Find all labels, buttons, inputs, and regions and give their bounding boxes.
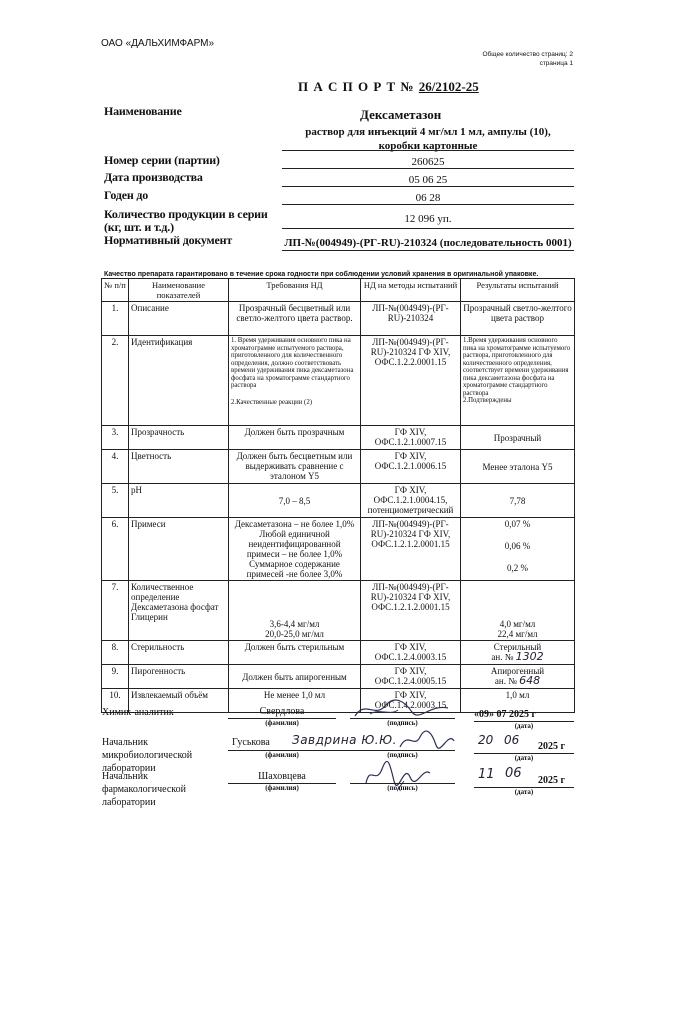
row-number: 9. <box>102 665 129 689</box>
pharma-date-month: 06 <box>505 766 522 781</box>
table-row <box>102 450 575 484</box>
pharma-date-year: 2025 г <box>538 775 566 786</box>
title-prefix: П А С П О Р Т № <box>298 79 415 94</box>
requirement-text: 2.Качественные реакции (2) <box>231 398 312 406</box>
table-row <box>102 336 575 426</box>
pharma-date-hint: (дата) <box>514 788 534 796</box>
chemist-sign-hint: (подпись) <box>387 719 418 727</box>
row-result: 1,0 мл <box>461 689 575 713</box>
requirement-text: 1. Время удерживания основного пика на хроматограмме испытуемого раствора, приготовленного для количественного определения, должно соответствовать времени удерживания пика дексаметазона фосфата на хроматограмме стандартного раствора <box>231 337 354 389</box>
row-method: ГФ XIV, ОФС.1.2.1.0006.15 <box>361 450 461 484</box>
handwritten-number: 648 <box>519 674 541 687</box>
row-requirement: Прозрачный бесцветный или светло-желтого цвета раствор. <box>229 302 361 336</box>
table-row <box>102 484 575 518</box>
pharma-date-day: 11 <box>478 767 495 782</box>
col-number: № п/п <box>102 279 129 302</box>
result-text: 0,07 % <box>504 519 531 529</box>
col-results: Результаты испытаний <box>461 279 575 302</box>
micro-name-hint: (фамилия) <box>265 751 299 759</box>
row-requirement: Должен быть стерильным <box>229 641 361 665</box>
row-requirement <box>229 336 361 426</box>
normative-doc-label: Нормативный документ <box>104 233 233 247</box>
row-requirement: Дексаметазона – не более 1,0% Любой единичной неидентифицированной примеси – не более 1,0% Суммарное содержание примесей -не более 3,0% <box>229 518 361 581</box>
expiry-value: 06 28 <box>415 192 441 204</box>
result-text: 1.Время удерживания основного пика на хроматограмме испытуемого раствора, приготовленного для количественного определения, соответствует времени удерживания пика дексаметазона фосфата на хроматограмме стандартного раствора <box>463 337 571 397</box>
col-name: Наименование показателей <box>129 279 229 302</box>
series-label: Номер серии (партии) <box>104 153 220 167</box>
micro-date-month: 06 <box>504 733 520 747</box>
result-text: 0,06 % <box>504 541 531 551</box>
micro-handwritten-name: Завдрина Ю.Ю. <box>292 733 397 747</box>
row-result <box>461 518 575 581</box>
row-name: Количественное определение Дексаметазона фосфат Глицерин <box>129 581 229 641</box>
row-result <box>461 336 575 426</box>
col-methods: НД на методы испытаний <box>361 279 461 302</box>
expiry-label: Годен до <box>104 188 149 202</box>
row-requirement <box>229 581 361 641</box>
pharma-sign-hint: (подпись) <box>387 784 418 792</box>
row-method: ЛП-№(004949)-(РГ-RU)-210324 ГФ XIV, ОФС.1.2.1.2.0001.15 <box>361 518 461 581</box>
chemist-name: Свердлова <box>259 706 305 717</box>
row-number: 4. <box>102 450 129 484</box>
row-requirement: Должен быть прозрачным <box>229 426 361 450</box>
table-row <box>102 665 575 689</box>
row-name: Цветность <box>129 450 229 484</box>
row-requirement: Должен быть бесцветным или выдерживать сравнение с эталоном Y5 <box>229 450 361 484</box>
table-row <box>102 518 575 581</box>
row-method: ГФ XIV, ОФС.1.4.2.0003.15 <box>361 689 461 713</box>
row-requirement: Должен быть апирогенным <box>229 665 361 689</box>
result-text: 22,4 мг/мл <box>497 629 538 639</box>
series-value: 260625 <box>411 156 445 168</box>
page-current: страница 1 <box>539 60 573 67</box>
row-method: ГФ XIV, ОФС.1.2.1.0007.15 <box>361 426 461 450</box>
row-name: Описание <box>129 302 229 336</box>
analysis-number-label: ан. № <box>494 676 517 686</box>
row-result <box>461 581 575 641</box>
table-header-row <box>102 279 575 302</box>
row-result <box>461 665 575 689</box>
row-number: 5. <box>102 484 129 518</box>
micro-name: Гуськова <box>232 737 270 748</box>
results-table <box>101 278 575 713</box>
row-name: Прозрачность <box>129 426 229 450</box>
micro-role: Начальник микробиологической лаборатории <box>102 737 193 774</box>
row-result: Менее эталона Y5 <box>461 450 575 484</box>
micro-date-day: 20 <box>478 733 494 747</box>
pharma-name: Шаховцева <box>258 771 306 782</box>
row-number: 8. <box>102 641 129 665</box>
requirement-text: 3,6-4,4 мг/мл <box>269 619 320 629</box>
row-number: 10. <box>102 689 129 713</box>
quantity-label: Количество продукции в серии <box>104 207 268 221</box>
product-name: Дексаметазон <box>360 107 442 122</box>
row-method: ЛП-№(004949)-(РГ-RU)-210324 ГФ XIV, ОФС.1.2.1.2.0001.15 <box>361 581 461 641</box>
pharma-role: Начальник фармакологической лаборатории <box>102 771 186 808</box>
row-name: Пирогенность <box>129 665 229 689</box>
chemist-date: «09» 07 2025 г <box>474 709 537 720</box>
row-name: Примеси <box>129 518 229 581</box>
table-row <box>102 581 575 641</box>
row-number: 6. <box>102 518 129 581</box>
name-label: Наименование <box>104 104 182 118</box>
quantity-value: 12 096 уп. <box>404 213 452 225</box>
quantity-unit-label: (кг, шт. и т.д.) <box>104 220 174 234</box>
table-row <box>102 641 575 665</box>
row-number: 2. <box>102 336 129 426</box>
row-name: Идентификация <box>129 336 229 426</box>
row-name: Извлекаемый объём <box>129 689 229 713</box>
chemist-name-hint: (фамилия) <box>265 719 299 727</box>
document-title <box>298 79 479 95</box>
row-number: 7. <box>102 581 129 641</box>
row-method: ГФ XIV, ОФС.1.2.4.0003.15 <box>361 641 461 665</box>
micro-date-year: 2025 г <box>538 741 566 752</box>
row-method: ЛП-№(004949)-(РГ-RU)-210324 ГФ XIV, ОФС.1.2.2.0001.15 <box>361 336 461 426</box>
chemist-date-hint: (дата) <box>514 722 534 730</box>
row-method: ГФ XIV, ОФС.1.2.1.0004.15, потенциометрический <box>361 484 461 518</box>
row-result: Прозрачный <box>461 426 575 450</box>
analysis-number-label: ан. № <box>491 652 514 662</box>
row-result: Прозрачный светло-желтого цвета раствор <box>461 302 575 336</box>
row-name: pH <box>129 484 229 518</box>
normative-doc-value: ЛП-№(004949)-(РГ-RU)-210324 (последовательность 0001) <box>284 237 572 249</box>
passport-number: 26/2102-25 <box>418 79 479 94</box>
col-requirements: Требования НД <box>229 279 361 302</box>
handwritten-number: 1302 <box>515 650 544 663</box>
row-method: ЛП-№(004949)-(РГ-RU)-210324 <box>361 302 461 336</box>
table-row <box>102 302 575 336</box>
result-text: Апирогенный <box>490 666 545 676</box>
row-number: 3. <box>102 426 129 450</box>
pharma-name-hint: (фамилия) <box>265 784 299 792</box>
row-result: 7,78 <box>461 484 575 518</box>
row-name: Стерильность <box>129 641 229 665</box>
result-text: 4,0 мг/мл <box>499 619 536 629</box>
row-method: ГФ XIV, ОФС.1.2.4.0005.15 <box>361 665 461 689</box>
requirement-text: 20,0-25,0 мг/мл <box>265 629 324 639</box>
chemist-role: Химик-аналитик <box>102 707 174 718</box>
result-text: 2.Подтверждены <box>463 397 512 404</box>
production-date-value: 05 06 25 <box>408 174 448 186</box>
row-number: 1. <box>102 302 129 336</box>
micro-sign-hint: (подпись) <box>387 751 418 759</box>
result-text: 0,2 % <box>507 563 528 573</box>
row-requirement: 7,0 – 8,5 <box>229 484 361 518</box>
micro-date-hint: (дата) <box>514 754 534 762</box>
row-result <box>461 641 575 665</box>
guarantee-note: Качество препарата гарантировано в течение срока годности при соблюдении условий хранения в оригинальной упаковке. <box>104 271 539 278</box>
production-date-label: Дата производства <box>104 170 203 184</box>
row-requirement: Не менее 1,0 мл <box>229 689 361 713</box>
company-name: ОАО «ДАЛЬХИМФАРМ» <box>101 38 215 49</box>
result-text: Стерильный <box>493 642 542 652</box>
table-row <box>102 426 575 450</box>
page-total: Общее количество страниц: 2 <box>482 51 573 58</box>
product-form: раствор для инъекций 4 мг/мл 1 мл, ампулы (10), коробки картонные <box>305 126 551 152</box>
